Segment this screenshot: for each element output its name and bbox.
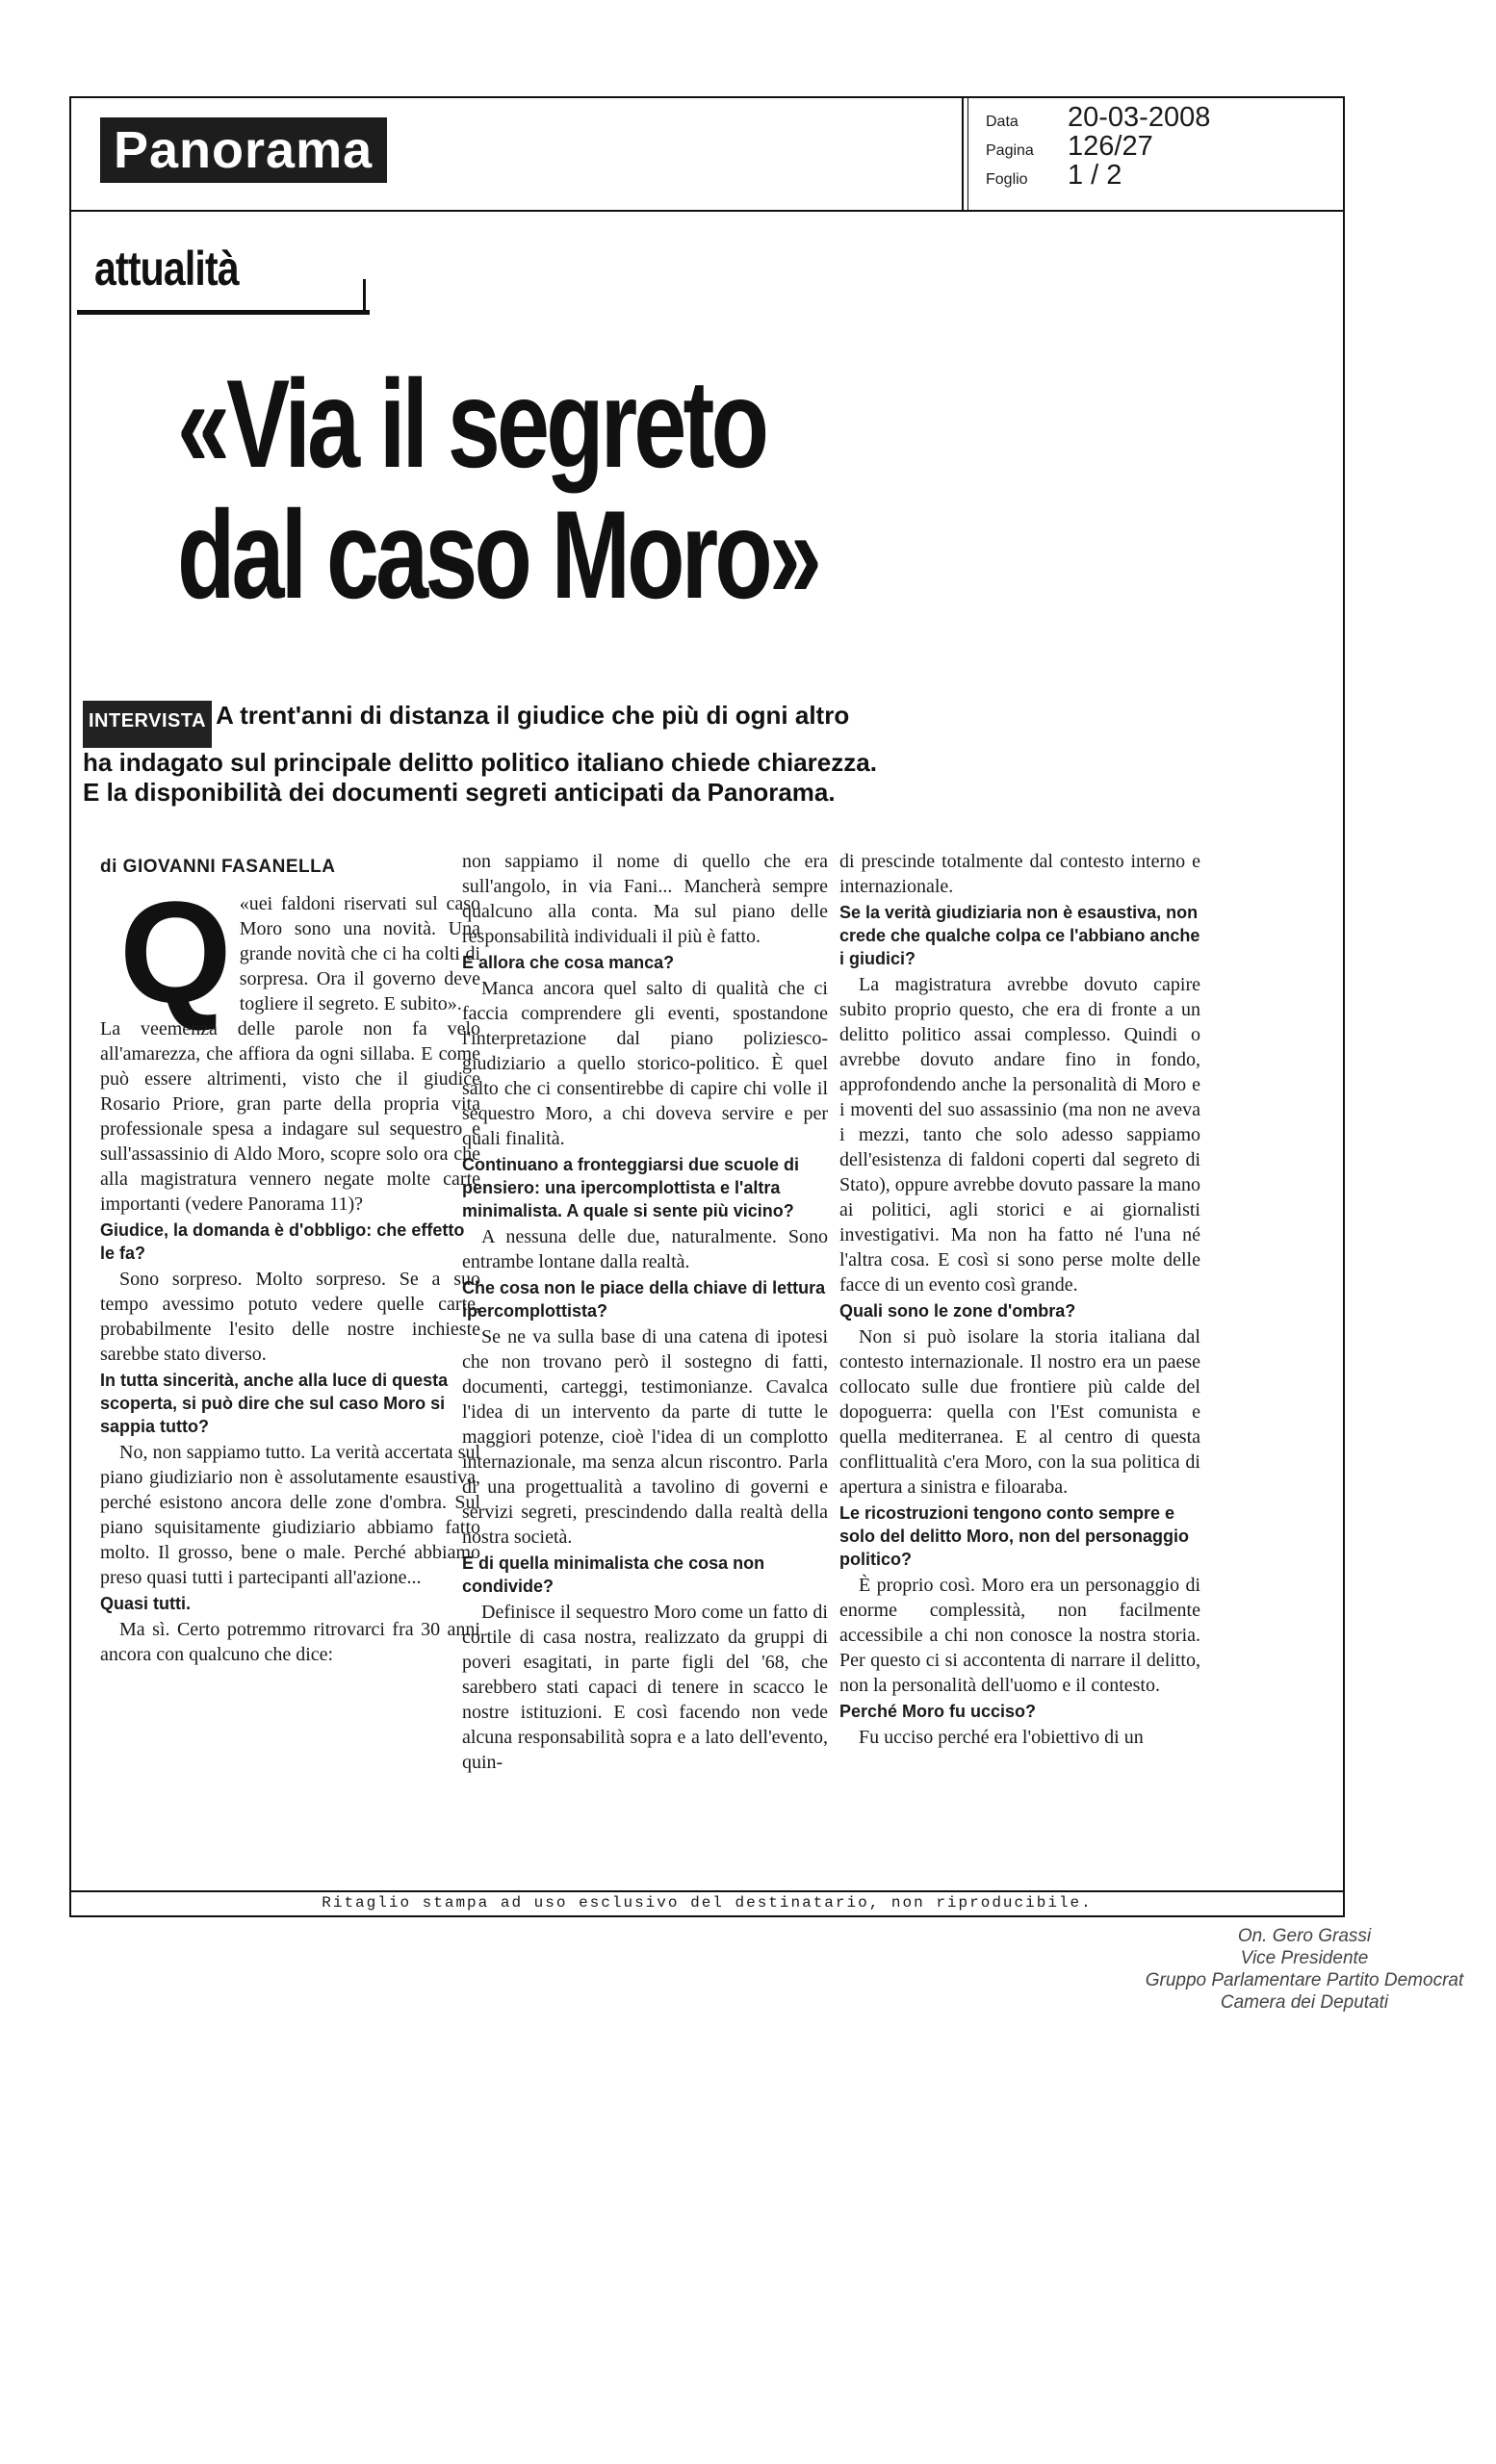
answer: Fu ucciso perché era l'obiettivo di un	[859, 1727, 1144, 1748]
question: Che cosa non le piace della chiave di lettura ipercomplottista?	[462, 1278, 826, 1321]
answer: Sono sorpreso. Molto sorpreso. Se a suo tempo avessimo potuto vedere quelle carte, probabilmente l'esito delle nostre inchieste sarebbe stato diverso.	[100, 1269, 480, 1365]
page-label: Pagina	[986, 142, 1034, 159]
question: In tutta sincerità, anche alla luce di questa scoperta, si può dire che sul caso Moro si sappia tutto?	[100, 1371, 449, 1436]
answer: Ma sì. Certo potremmo ritrovarci fra 30 anni ancora con qualcuno che dice:	[100, 1619, 480, 1665]
question: E allora che cosa manca?	[462, 953, 675, 972]
answer: Definisce il sequestro Moro come un fatto di cortile di casa nostra, realizzato da gruppi di poveri esagitati, in parte figli del '68, che sarebbero stati capaci di tenere in scacco le nostre istituzioni. E così facendo non vede alcuna responsabilità sopra e a lato dell'evento, quin-	[462, 1602, 828, 1773]
sheet-label: Foglio	[986, 171, 1028, 188]
panorama-logo: Panorama	[100, 117, 387, 183]
stamp-line-2: Vice Presidente	[1240, 1948, 1369, 1968]
lead	[83, 701, 1045, 808]
headline-line-2: dal caso Moro»	[177, 484, 819, 625]
answer: non sappiamo il nome di quello che era sull'angolo, in via Fani... Mancherà sempre qualcuno alla conta. Ma sul piano delle responsabilità individuali il più è fatto.	[462, 851, 828, 947]
sheet-row	[986, 160, 1332, 189]
reproduction-notice: Ritaglio stampa ad uso esclusivo del destinatario, non riproducibile.	[322, 1894, 1093, 1912]
headline-line-1: «Via il segreto	[177, 353, 766, 494]
answer: No, non sappiamo tutto. La verità accertata sul piano giudiziario non è assolutamente esaustiva, perché esistono ancora delle zone d'ombra. Sul piano squisitamente giudiziario abbiamo fatto molto. Il grosso, bene o male. Perché abbiamo preso quasi tutti i partecipanti all'azione...	[100, 1442, 480, 1588]
clipping-meta	[986, 102, 1332, 189]
answer: È proprio così. Moro era un personaggio di enorme complessità, non facilmente accessibile a chi non conosce la nostra storia. Per questo ci si accontenta di narrare il delitto, non la personalità dell'uomo e il contesto.	[839, 1575, 1200, 1696]
page-row	[986, 131, 1332, 160]
date-value: 20-03-2008	[1068, 102, 1211, 133]
paragraph: La veemenza delle parole non fa velo all'amarezza, che affiora da ogni sillaba. E come può essere altrimenti, visto che il giudice Rosario Priore, gran parte della propria vita professionale spesa a indagare sul sequestro e sull'assassinio di Aldo Moro, scopre solo ora che alla magistratura vennero negate molte carte importanti (vedere Panorama 11)?	[100, 1018, 480, 1215]
answer: Non si può isolare la storia italiana dal contesto internazionale. Il nostro era un paese collocato sulle due frontiere più calde del dopoguerra: quella con l'Est comunista e quella mediterranea. E al centro di questa conflittualità c'era Moro, con la sua politica di apertura a sinistra e filoaraba.	[839, 1326, 1200, 1498]
clipping-frame	[69, 96, 1345, 1917]
signature-stamp	[1117, 1925, 1492, 2014]
byline: di GIOVANNI FASANELLA	[100, 857, 336, 877]
answer: Se ne va sulla base di una catena di ipotesi che non trovano però il sostegno di fatti, documenti, carteggi, testimonianze. Cavalca l'idea di un intervento da parte di tutte le maggiori potenze, cioè l'idea di un complotto internazionale, ma senza alcun riscontro. Parla di una progettualità a tavolino di governi e servizi segreti, prescindendo dalla realtà della nostra società.	[462, 1326, 828, 1548]
answer: A nessuna delle due, naturalmente. Sono entrambe lontane dalla realtà.	[462, 1226, 828, 1272]
paragraph: «uei faldoni riservati sul caso Moro sono una novità. Una grande novità che ci ha colti di sorpresa. Ora il governo deve togliere il segreto. E subito».	[239, 893, 480, 1014]
interview-badge: INTERVISTA	[83, 701, 212, 748]
lead-line-3: E la disponibilità dei documenti segreti anticipati da Panorama.	[83, 778, 836, 807]
question: Continuano a fronteggiarsi due scuole di pensiero: una ipercomplottista e l'altra minimalista. A quale si sente più vicino?	[462, 1155, 800, 1220]
question: Quasi tutti.	[100, 1594, 191, 1613]
question: Perché Moro fu ucciso?	[839, 1702, 1037, 1721]
section-rule	[77, 310, 370, 315]
page-value: 126/27	[1068, 131, 1153, 162]
answer: Manca ancora quel salto di qualità che ci faccia comprendere gli eventi, spostandone l'interpretazione dal piano poliziesco-giudiziario a quello storico-politico. È quel salto che ci consentirebbe di capire chi volle il sequestro Moro, a chi doveva servire e per quali finalità.	[462, 978, 828, 1149]
header-divider-inner	[967, 98, 968, 212]
date-row	[986, 102, 1332, 131]
header-rule	[71, 210, 1343, 212]
column-2	[462, 849, 828, 1775]
answer: di prescinde totalmente dal contesto interno e internazionale.	[839, 851, 1200, 897]
question: Le ricostruzioni tengono conto sempre e solo del delitto Moro, non del personaggio politico?	[839, 1503, 1189, 1569]
column-1	[100, 855, 480, 1667]
sheet-value: 1 / 2	[1068, 160, 1122, 191]
date-label: Data	[986, 114, 1019, 130]
question: Se la verità giudiziaria non è esaustiva, non crede che qualche colpa ce l'abbiano anche i giudici?	[839, 903, 1200, 968]
footer-rule	[71, 1890, 1343, 1892]
header-divider	[962, 98, 964, 212]
column-3	[839, 849, 1200, 1750]
stamp-line-4: Camera dei Deputati	[1220, 1992, 1389, 2013]
lead-line-1-row	[83, 701, 1045, 748]
question: Quali sono le zone d'ombra?	[839, 1301, 1076, 1321]
stamp-line-1: On. Gero Grassi	[1237, 1926, 1372, 1946]
lead-line-1: A trent'anni di distanza il giudice che più di ogni altro	[216, 701, 850, 730]
section-title: attualità	[94, 242, 239, 295]
answer: La magistratura avrebbe dovuto capire subito proprio questo, che era di fronte a un delitto politico assai complesso. Quindi o avrebbe dovuto andare fino in fondo, approfondendo anche la personalità di Moro e i moventi del suo assassinio (ma non ne aveva i mezzi, tanto che solo adesso sappiamo dell'esistenza di faldoni coperti dal segreto di Stato), oppure avrebbe dovuto passare la mano ai politici, agli storici e ai giornalisti investigativi. Ma non ha fatto né l'una né l'altra cosa. E così si sono perse molte delle facce di un evento così grande.	[839, 974, 1200, 1296]
question: Giudice, la domanda è d'obbligo: che effetto le fa?	[100, 1220, 465, 1263]
stamp-line-3: Gruppo Parlamentare Partito Democrat	[1145, 1970, 1464, 1990]
lead-line-2: ha indagato sul principale delitto politico italiano chiede chiarezza.	[83, 748, 877, 777]
section-tick	[363, 279, 366, 314]
question: E di quella minimalista che cosa non condivide?	[462, 1553, 765, 1596]
drop-cap: Q	[119, 871, 232, 1033]
headline	[177, 353, 909, 625]
